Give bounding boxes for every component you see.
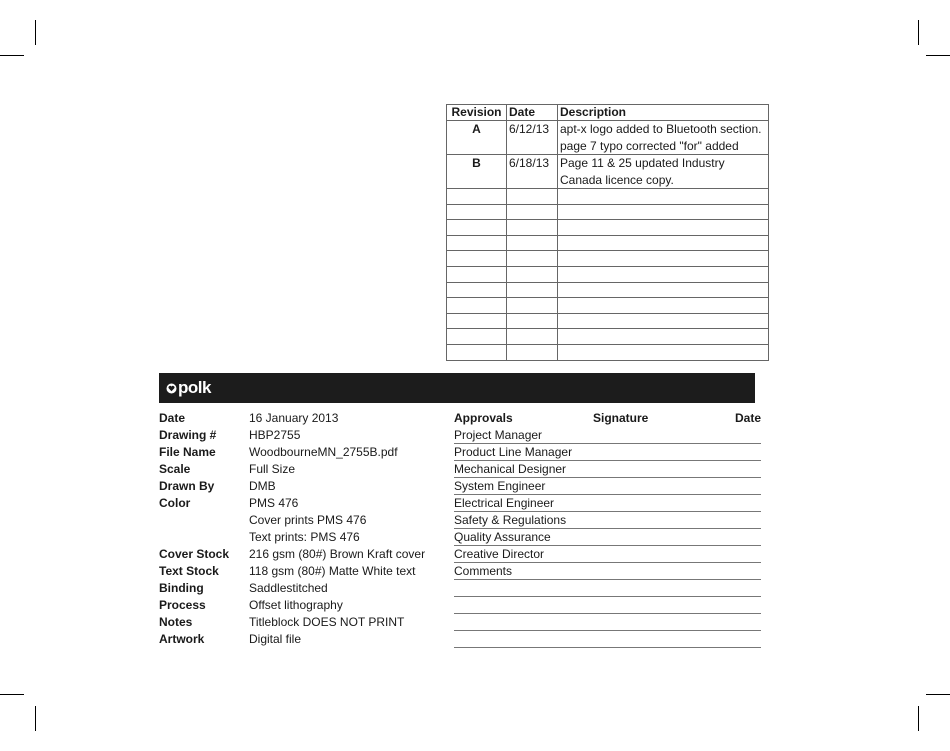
heart-icon (166, 383, 177, 394)
revision-code: B (447, 155, 507, 189)
crop-mark (35, 706, 36, 731)
revision-empty-cell (558, 266, 769, 282)
description-column-header: Description (558, 105, 769, 121)
revision-column-header: Revision (447, 105, 507, 121)
date-heading: Date (734, 411, 761, 425)
crop-mark (918, 706, 919, 731)
approval-row: Product Line Manager (454, 444, 761, 461)
approval-row: Electrical Engineer (454, 495, 761, 512)
revision-empty-cell (558, 329, 769, 345)
approvals-header (454, 410, 761, 427)
approval-row (454, 631, 761, 648)
crop-mark (35, 20, 36, 45)
revision-description-line: Page 11 & 25 updated Industry (560, 156, 725, 170)
revision-empty-cell (507, 266, 558, 282)
revision-empty-row (447, 266, 769, 282)
revision-empty-row (447, 251, 769, 267)
spec-label: Process (159, 598, 206, 612)
approval-row: Project Manager (454, 427, 761, 444)
revision-empty-cell (447, 220, 507, 236)
revision-table (446, 104, 769, 361)
revision-empty-cell (558, 204, 769, 220)
revision-date: 6/12/13 (507, 121, 558, 155)
spec-label: Cover Stock (159, 547, 230, 561)
spec-label: Binding (159, 581, 204, 595)
spec-row (159, 546, 439, 563)
revision-empty-cell (447, 235, 507, 251)
spec-value: Digital file (249, 632, 302, 646)
revision-empty-cell (507, 298, 558, 314)
revision-empty-row (447, 313, 769, 329)
spec-label: Text Stock (159, 564, 219, 578)
revision-empty-cell (507, 282, 558, 298)
spec-label: Color (159, 496, 191, 510)
revision-empty-cell (507, 204, 558, 220)
revision-empty-cell (447, 282, 507, 298)
revision-empty-cell (507, 235, 558, 251)
spec-label: Date (159, 411, 186, 425)
spec-value: 16 January 2013 (249, 411, 339, 425)
spec-label: Artwork (159, 632, 205, 646)
spec-row (159, 461, 439, 478)
spec-value: Offset lithography (249, 598, 343, 612)
revision-empty-row (447, 282, 769, 298)
revision-header-row (447, 105, 769, 121)
spec-row (159, 495, 439, 512)
spec-label: File Name (159, 445, 216, 459)
spec-row (159, 478, 439, 495)
revision-empty-cell (447, 298, 507, 314)
revision-empty-cell (447, 344, 507, 360)
approval-row: Comments (454, 563, 761, 580)
approval-row: Mechanical Designer (454, 461, 761, 478)
revision-date: 6/18/13 (507, 155, 558, 189)
crop-mark (0, 694, 24, 695)
revision-empty-cell (507, 220, 558, 236)
spec-row (159, 580, 439, 597)
approval-row (454, 597, 761, 614)
revision-description (558, 155, 769, 189)
revision-empty-row (447, 298, 769, 314)
spec-label: Scale (159, 462, 191, 476)
title-bar (159, 373, 755, 403)
spec-row (159, 444, 439, 461)
spec-label: Drawn By (159, 479, 215, 493)
revision-empty-cell (447, 204, 507, 220)
approval-row: Creative Director (454, 546, 761, 563)
spec-value: WoodbourneMN_2755B.pdf (249, 445, 398, 459)
revision-empty-cell (558, 189, 769, 205)
spec-value: Saddlestitched (249, 581, 328, 595)
spec-row (159, 614, 439, 631)
approvals-list (454, 427, 761, 648)
revision-empty-cell (558, 251, 769, 267)
spec-row (159, 529, 439, 546)
revision-empty-row (447, 220, 769, 236)
brand-wordmark: polk (178, 378, 211, 397)
revision-description-line: apt-x logo added to Bluetooth section. (560, 122, 762, 136)
spec-row (159, 597, 439, 614)
signature-heading: Signature (593, 411, 649, 425)
revision-empty-row (447, 204, 769, 220)
revision-empty-row (447, 189, 769, 205)
approval-row: System Engineer (454, 478, 761, 495)
approvals-heading: Approvals (454, 411, 513, 425)
spec-label: Notes (159, 615, 193, 629)
revision-empty-cell (558, 298, 769, 314)
revision-empty-cell (558, 282, 769, 298)
spec-value: PMS 476 (249, 496, 299, 510)
spec-value: HBP2755 (249, 428, 301, 442)
revision-empty-cell (507, 313, 558, 329)
revision-code: A (447, 121, 507, 155)
revision-empty-row (447, 329, 769, 345)
revision-empty-cell (447, 266, 507, 282)
revision-empty-cell (507, 251, 558, 267)
revision-empty-cell (447, 251, 507, 267)
spec-value: Text prints: PMS 476 (249, 530, 360, 544)
spec-value: Full Size (249, 462, 296, 476)
revision-row (447, 121, 769, 155)
spec-row (159, 563, 439, 580)
approval-row (454, 580, 761, 597)
brand-logo (166, 378, 211, 398)
spec-value: DMB (249, 479, 276, 493)
approvals-block (454, 410, 761, 648)
revision-empty-cell (558, 235, 769, 251)
revision-empty-cell (507, 189, 558, 205)
spec-value: Cover prints PMS 476 (249, 513, 367, 527)
revision-empty-cell (558, 220, 769, 236)
crop-mark (918, 20, 919, 45)
revision-row (447, 155, 769, 189)
spec-value: Titleblock DOES NOT PRINT (249, 615, 405, 629)
crop-mark (926, 55, 950, 56)
spec-block (159, 410, 439, 648)
approval-row: Safety & Regulations (454, 512, 761, 529)
crop-mark (926, 694, 950, 695)
spec-value: 216 gsm (80#) Brown Kraft cover (249, 547, 426, 561)
revision-empty-cell (558, 313, 769, 329)
revision-empty-cell (447, 189, 507, 205)
date-column-header: Date (507, 105, 558, 121)
revision-empty-cell (558, 344, 769, 360)
spec-label: Drawing # (159, 428, 217, 442)
revision-empty-cell (507, 344, 558, 360)
revision-description (558, 121, 769, 155)
crop-mark (0, 55, 24, 56)
revision-empty-cell (447, 313, 507, 329)
revision-description-line: page 7 typo corrected "for" added (560, 138, 739, 153)
revision-empty-row (447, 344, 769, 360)
revision-empty-cell (507, 329, 558, 345)
approval-row: Quality Assurance (454, 529, 761, 546)
revision-empty-row (447, 235, 769, 251)
spec-row (159, 410, 439, 427)
spec-row (159, 427, 439, 444)
spec-row (159, 512, 439, 529)
spec-row (159, 631, 439, 648)
spec-value: 118 gsm (80#) Matte White text (249, 564, 416, 578)
approval-row (454, 614, 761, 631)
revision-empty-cell (447, 329, 507, 345)
revision-description-line: Canada licence copy. (560, 172, 674, 187)
